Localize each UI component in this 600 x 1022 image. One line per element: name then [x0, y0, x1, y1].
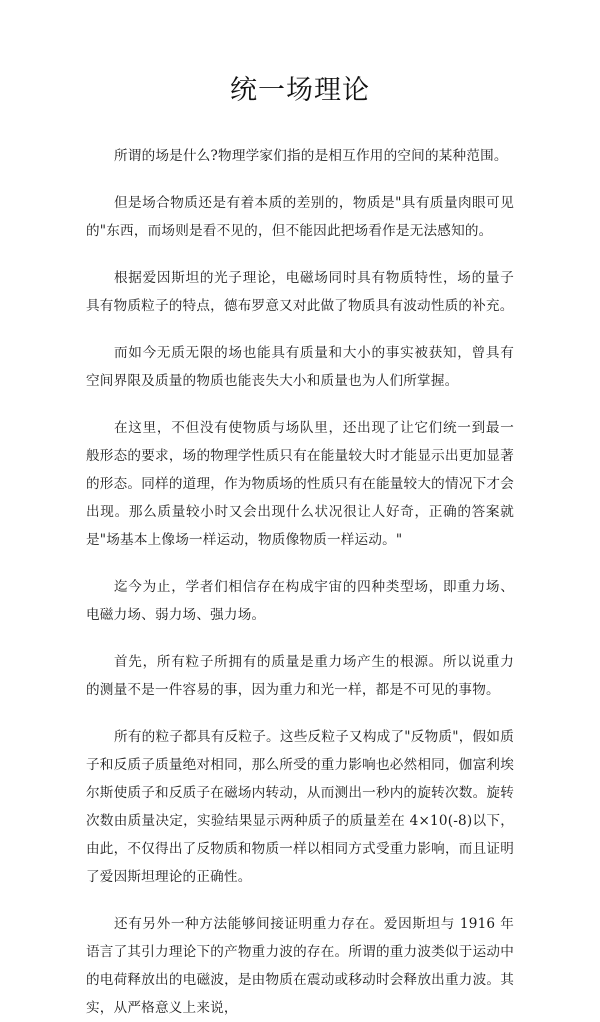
paragraph: 但是场合物质还是有着本质的差别的，物质是"具有质量肉眼可见的"东西，而场则是看不见的，但不能因此把场看作是无法感知的。: [86, 195, 514, 239]
paragraph: 首先，所有粒子所拥有的质量是重力场产生的根源。所以说重力的测量不是一件容易的事，因为重力和光一样，都是不可见的事物。: [86, 654, 514, 698]
paragraph: 根据爱因斯坦的光子理论，电磁场同时具有物质特性，场的量子具有物质粒子的特点，德布罗意又对此做了物质具有波动性质的补充。: [86, 270, 514, 314]
paragraph: 所有的粒子都具有反粒子。这些反粒子又构成了"反物质"，假如质子和反质子质量绝对相同，那么所受的重力影响也必然相同，伽富利埃尔斯使质子和反质子在磁场内转动，从而测出一秒内的旋转次数。旋转次数由质量决定，实验结果显示两种质子的质量差在 4×10(-8)以下，由此，不仅得出了反物质和物质一样以相同方式受重力影响，而且证明了爱因斯坦理论的正确性。: [86, 729, 514, 885]
paragraph: 还有另外一种方法能够间接证明重力存在。爱因斯坦与 1916 年语言了其引力理论下的产物重力波的存在。所谓的重力波类似于运动中的电荷释放出的电磁波，是由物质在震动或移动时会释放出重力波。其实，从严格意义上来说，: [86, 916, 514, 1016]
paragraph: 所谓的场是什么?物理学家们指的是相互作用的空间的某种范围。: [114, 148, 508, 164]
paragraph: 而如今无质无限的场也能具有质量和大小的事实被获知，曾具有空间界限及质量的物质也能丧失大小和质量也为人们所掌握。: [86, 345, 514, 389]
document-title: 统一场理论: [230, 75, 370, 106]
paragraph: 在这里，不但没有使物质与场队里，还出现了让它们统一到最一般形态的要求，场的物理学性质只有在能量较大时才能显示出更加显著的形态。同样的道理，作为物质场的性质只有在能量较大的情况下才会出现。那么质量较小时又会出现什么状况很让人好奇，正确的答案就是"场基本上像场一样运动，物质像物质一样运动。": [86, 420, 514, 548]
document-body: [86, 142, 514, 1022]
paragraph: 迄今为止，学者们相信存在构成宇宙的四种类型场，即重力场、电磁力场、弱力场、强力场。: [86, 579, 514, 623]
